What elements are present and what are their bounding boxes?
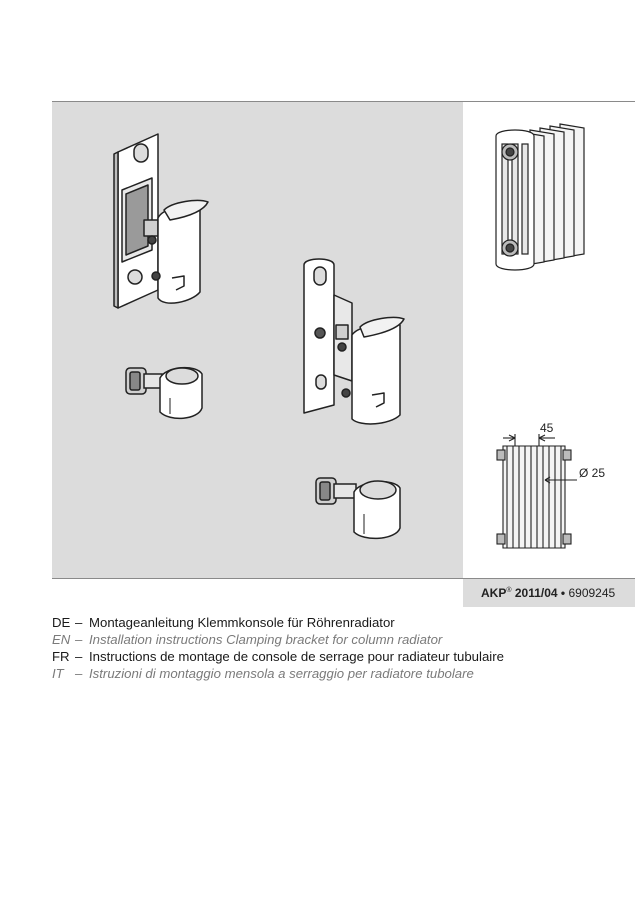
lang-dash: – (75, 632, 83, 647)
document-number: 6909245 (568, 586, 616, 600)
lang-code: IT (52, 666, 64, 681)
title-it (52, 665, 612, 682)
title-de (52, 614, 612, 631)
code-separator: • (560, 586, 566, 600)
title-text: Installation instructions Clamping bracket for column radiator (89, 632, 443, 647)
title-text: Istruzioni di montaggio mensola a serraggio per radiatore tubolare (89, 666, 474, 681)
clamp-ring-illustration-1 (120, 358, 215, 428)
title-fr (52, 648, 612, 665)
registered-mark: ® (506, 587, 512, 594)
brand-name: AKP (481, 586, 507, 600)
wall-bracket-illustration-1 (100, 130, 220, 310)
lang-dash: – (75, 615, 83, 630)
lang-dash: – (75, 666, 83, 681)
title-text: Instructions de montage de console de serrage pour radiateur tubulaire (89, 649, 504, 664)
document-code (481, 586, 615, 600)
multilingual-titles (52, 614, 612, 682)
document-version: 2011/04 (514, 586, 558, 600)
document-code-box (463, 579, 635, 607)
wall-bracket-illustration-2 (290, 255, 410, 430)
title-en (52, 631, 612, 648)
radiator-dimension-drawing (495, 420, 615, 555)
lang-code: DE (52, 615, 71, 630)
title-text: Montageanleitung Klemmkonsole für Röhrenradiator (89, 615, 395, 630)
dimension-width-label: 45 (540, 421, 554, 435)
lang-code: EN (52, 632, 71, 647)
clamp-ring-illustration-2 (310, 468, 410, 548)
lang-code: FR (52, 649, 70, 664)
dimension-diameter-label: Ø 25 (579, 466, 606, 480)
lang-dash: – (75, 649, 83, 664)
column-radiator-illustration (490, 118, 600, 273)
